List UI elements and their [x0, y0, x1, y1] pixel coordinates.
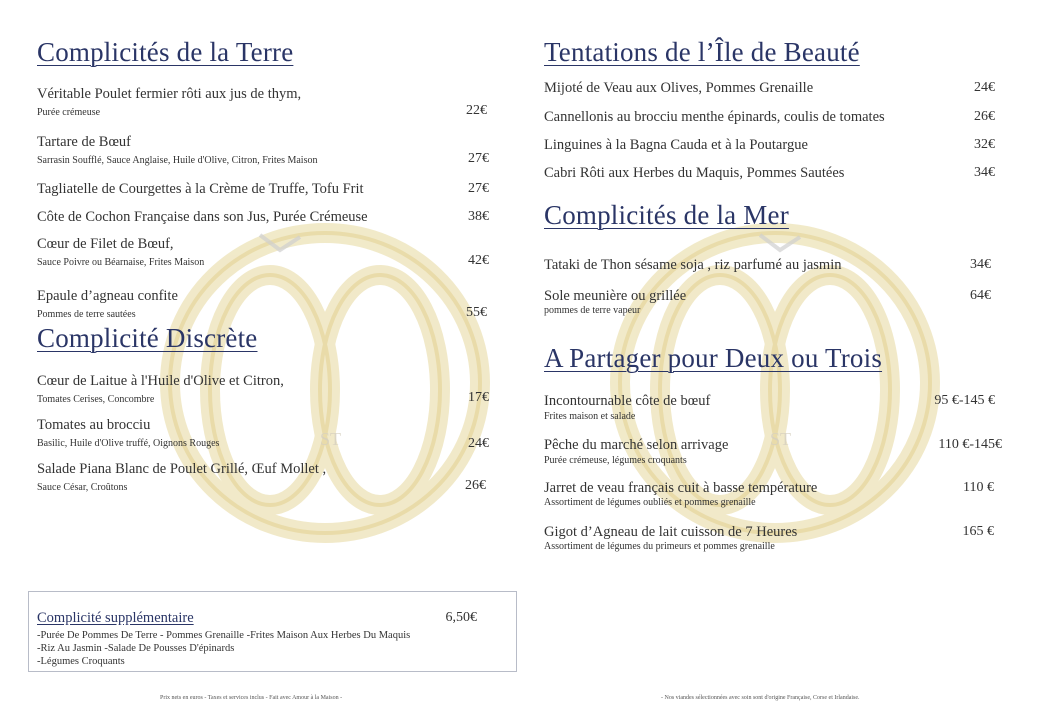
dish-description: pommes de terre vapeur	[544, 305, 641, 316]
dish-price: 34€	[970, 257, 991, 272]
svg-text:ST: ST	[320, 429, 342, 449]
dish-name: Véritable Poulet fermier rôti aux jus de thym,	[37, 86, 302, 102]
dish-price: 24€	[468, 436, 489, 451]
dish-price: 26€	[465, 478, 486, 493]
dish-name: Tomates au brocciu	[37, 417, 151, 433]
dish-price: 110 €	[963, 480, 994, 495]
dish-description: Assortiment de légumes oubliés et pommes grenaille	[544, 497, 756, 508]
dish-name: Linguines à la Bagna Cauda et à la Poutargue	[544, 137, 808, 153]
dish-price: 32€	[974, 137, 995, 152]
dish-description: Tomates Cerises, Concombre	[37, 394, 155, 405]
dish-price: 55€	[466, 305, 487, 320]
supplement-line: -Riz Au Jasmin -Salade De Pousses D'épinards	[37, 643, 235, 654]
dish-name: Cœur de Filet de Bœuf,	[37, 236, 174, 252]
dish-price: 27€	[468, 181, 489, 196]
dish-price: 64€	[970, 288, 991, 303]
dish-name: Tataki de Thon sésame soja , riz parfumé au jasmin	[544, 257, 842, 273]
dish-name: Cabri Rôti aux Herbes du Maquis, Pommes Sautées	[544, 165, 845, 181]
supplement-line: -Purée De Pommes De Terre - Pommes Grenaille -Frites Maison Aux Herbes Du Maquis	[37, 630, 411, 641]
supplement-line: -Légumes Croquants	[37, 656, 125, 667]
svg-text:ST: ST	[770, 429, 792, 449]
dish-description: Purée crémeuse, légumes croquants	[544, 455, 687, 466]
section-title-terre: Complicités de la Terre	[37, 37, 294, 67]
dish-description: Purée crémeuse	[37, 107, 101, 118]
dish-price: 27€	[468, 151, 489, 166]
dish-name: Cannellonis au brocciu menthe épinards, coulis de tomates	[544, 109, 885, 125]
dish-price: 17€	[468, 390, 489, 405]
dish-description: Sauce César, Croûtons	[37, 482, 128, 493]
dish-name: Pêche du marché selon arrivage	[544, 437, 729, 453]
dish-description: Frites maison et salade	[544, 411, 636, 422]
footer-left-note: Prix nets en euros - Taxes et services inclus - Fait avec Amour à la Maison -	[160, 695, 343, 701]
dish-name: Côte de Cochon Française dans son Jus, Purée Crémeuse	[37, 209, 368, 225]
dish-description: Pommes de terre sautées	[37, 309, 136, 320]
dish-name: Salade Piana Blanc de Poulet Grillé, Œuf Mollet ,	[37, 461, 327, 477]
dish-name: Incontournable côte de bœuf	[544, 393, 711, 409]
dish-name: Tartare de Bœuf	[37, 134, 131, 150]
supplement-title: Complicité supplémentaire	[37, 610, 194, 626]
dish-price: 26€	[974, 109, 995, 124]
section-title-discrete: Complicité Discrète	[37, 323, 258, 353]
section-title-partager: A Partager pour Deux ou Trois	[544, 343, 883, 373]
dish-description: Basilic, Huile d'Olive truffé, Oignons Rouges	[37, 438, 220, 449]
dish-price: 22€	[466, 103, 487, 118]
dish-name: Gigot d’Agneau de lait cuisson de 7 Heures	[544, 524, 798, 540]
dish-price: 34€	[974, 165, 995, 180]
dish-name: Sole meunière ou grillée	[544, 288, 687, 304]
dish-name: Jarret de veau français cuit à basse température	[544, 480, 818, 496]
dish-description: Sauce Poivre ou Béarnaise, Frites Maison	[37, 257, 205, 268]
section-title-beaute: Tentations de l’Île de Beauté	[544, 37, 860, 67]
supplement-price: 6,50€	[445, 610, 477, 625]
dish-price: 110 €-145€	[938, 437, 1002, 452]
dish-description: Sarrasin Soufflé, Sauce Anglaise, Huile d'Olive, Citron, Frites Maison	[37, 155, 318, 166]
dish-price: 165 €	[962, 524, 994, 539]
section-title-mer: Complicités de la Mer	[544, 200, 789, 230]
dish-name: Mijoté de Veau aux Olives, Pommes Grenaille	[544, 80, 814, 96]
dish-price: 38€	[468, 209, 489, 224]
dish-description: Assortiment de légumes du primeurs et pommes grenaille	[544, 541, 775, 552]
dish-price: 42€	[468, 253, 489, 268]
dish-price: 24€	[974, 80, 995, 95]
dish-price: 95 €-145 €	[934, 393, 995, 408]
dish-name: Tagliatelle de Courgettes à la Crème de Truffe, Tofu Frit	[37, 181, 364, 197]
dish-name: Cœur de Laitue à l'Huile d'Olive et Citron,	[37, 373, 284, 389]
dish-name: Epaule d’agneau confite	[37, 288, 178, 304]
footer-right-note: - Nos viandes sélectionnées avec soin sont d'origine Française, Corse et Irlandaise.	[661, 695, 860, 701]
